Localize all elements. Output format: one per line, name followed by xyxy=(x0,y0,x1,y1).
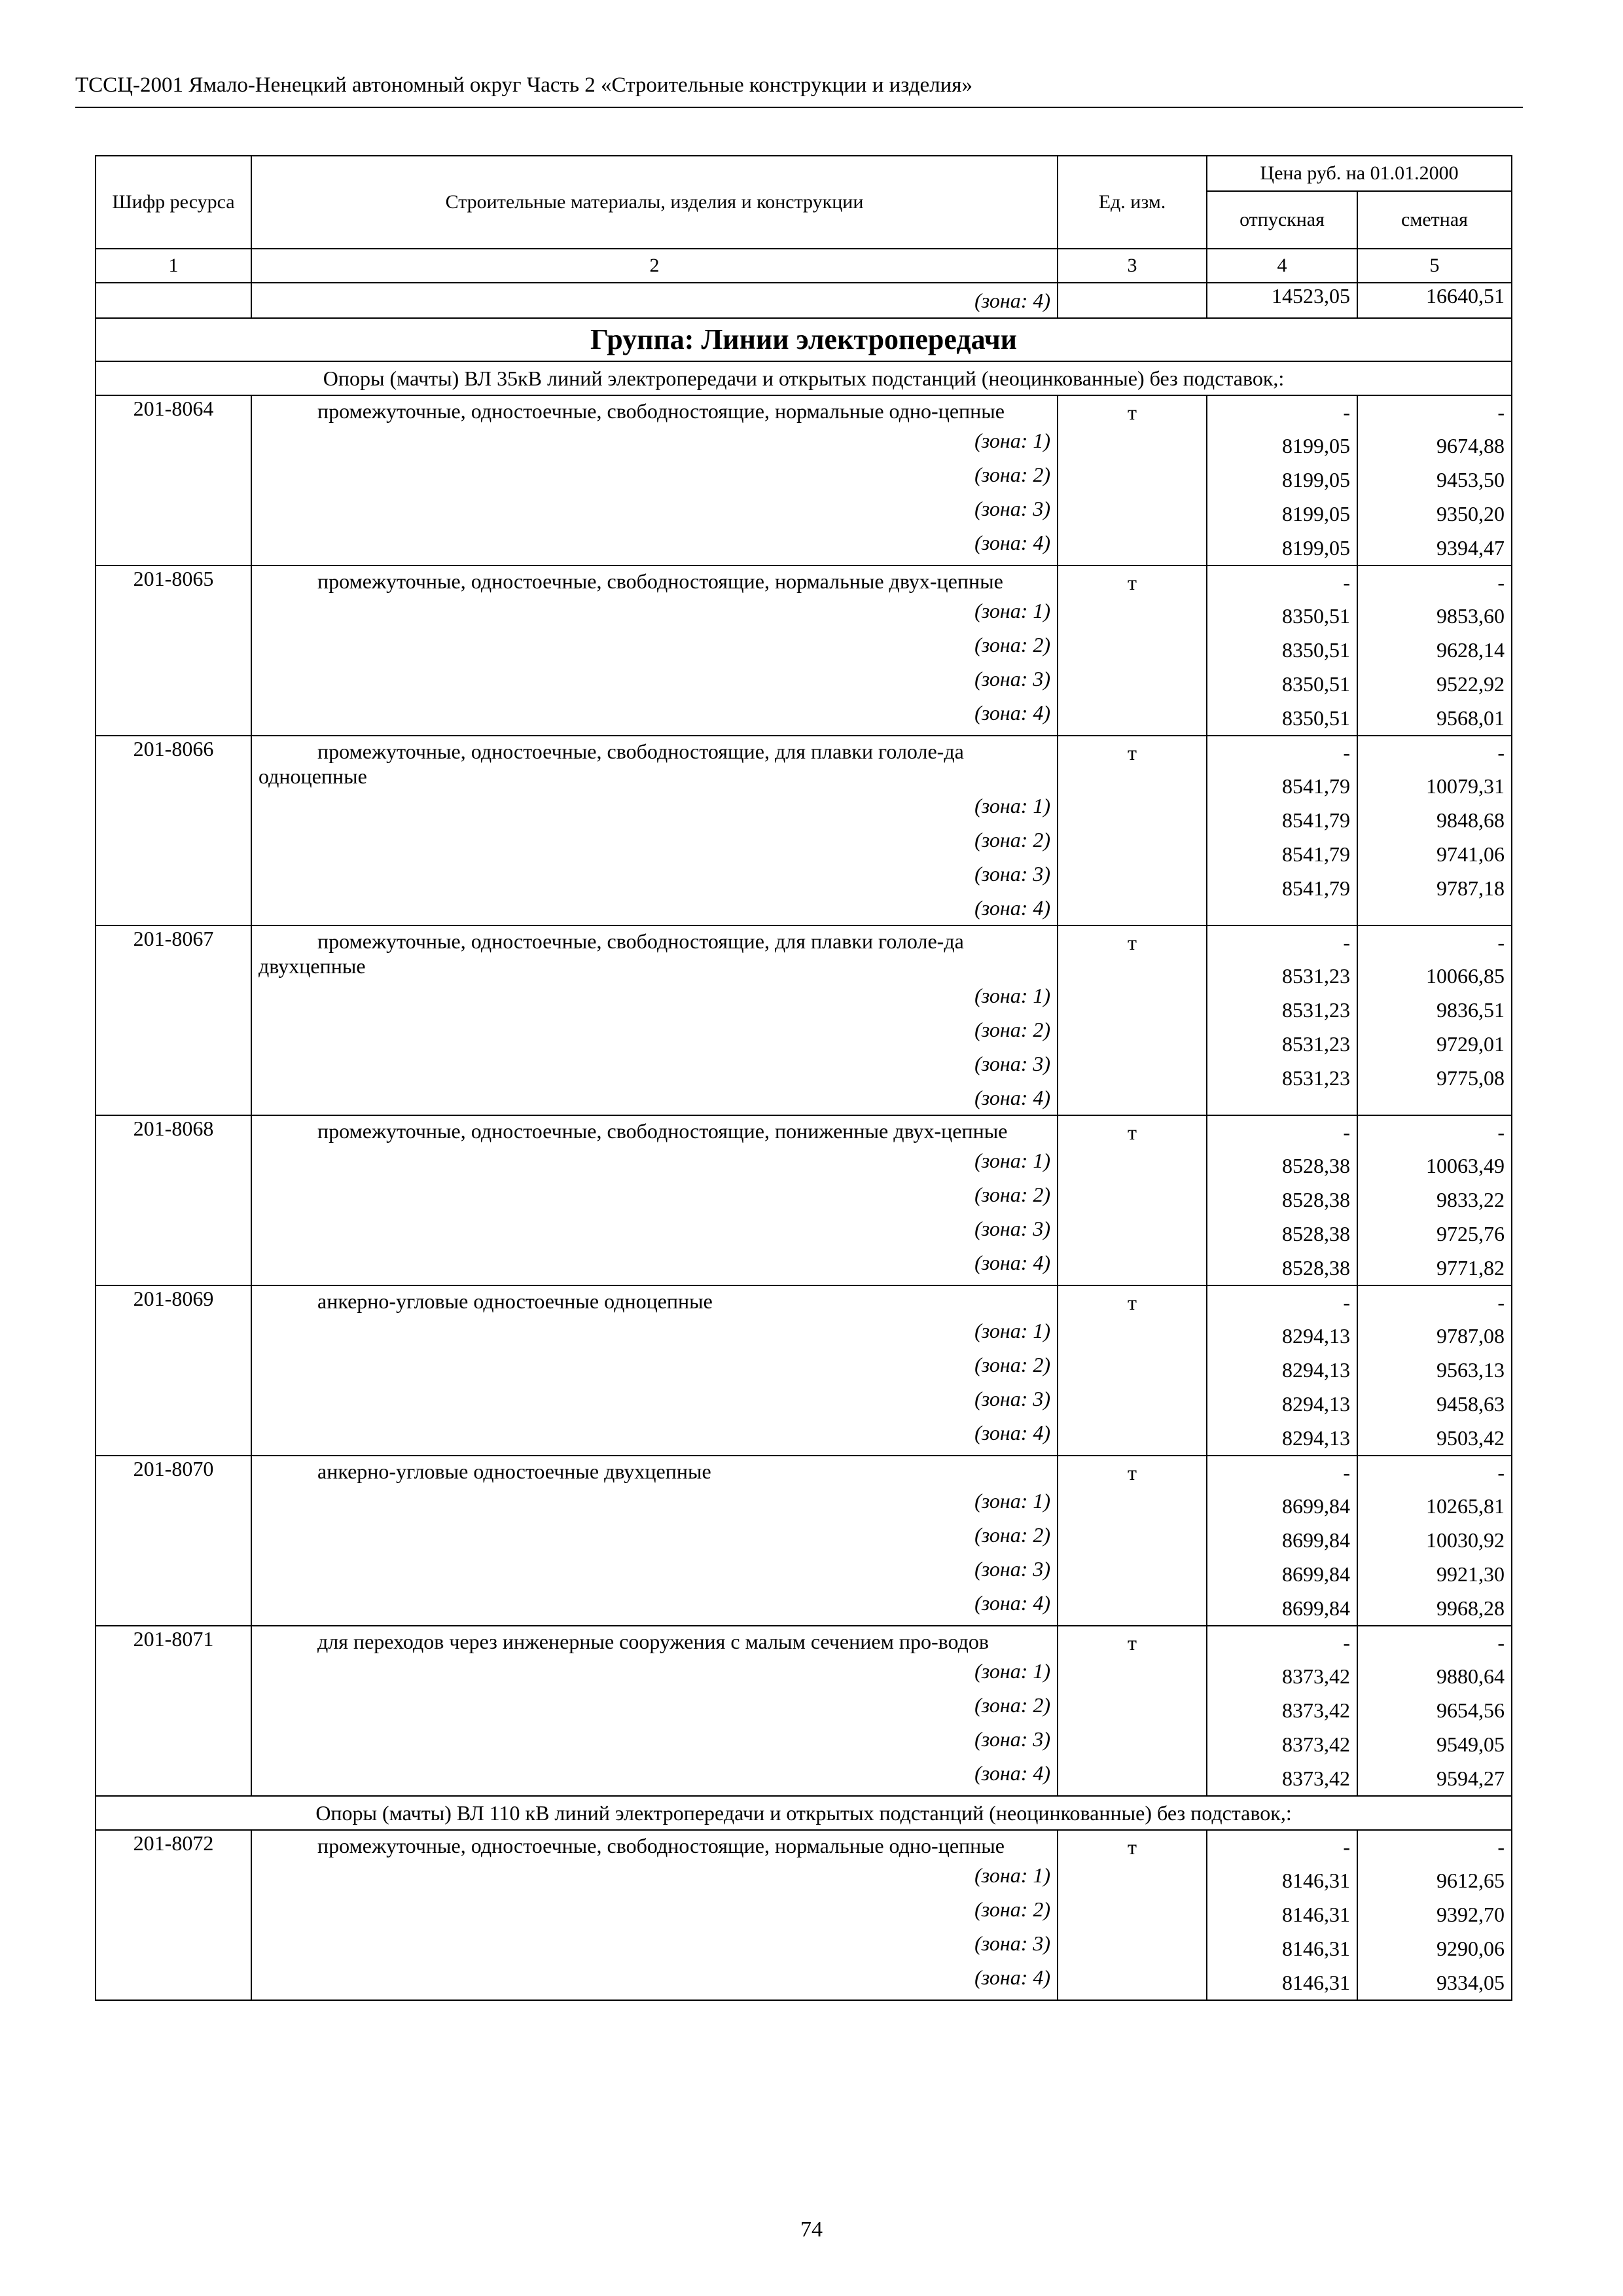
estimate-price-base: - xyxy=(1497,1461,1505,1484)
estimate-price-base: - xyxy=(1497,1631,1505,1655)
estimate-price-cell xyxy=(1357,1115,1512,1285)
estimate-price: 9833,22 xyxy=(1436,1188,1505,1211)
column-number: 1 xyxy=(96,249,251,283)
table-row xyxy=(96,1830,1512,2000)
release-price: 8531,23 xyxy=(1282,1066,1350,1090)
release-price: 8699,84 xyxy=(1282,1528,1350,1552)
resource-code: 201-8066 xyxy=(96,736,251,925)
zone-label: (зона: 1) xyxy=(974,429,1050,452)
unit-cell xyxy=(1058,565,1207,736)
resource-name-cell xyxy=(251,395,1058,565)
unit: т xyxy=(1128,1121,1137,1144)
zone-label: (зона: 1) xyxy=(974,1659,1050,1683)
estimate-price-base: - xyxy=(1497,401,1505,424)
release-price-base: - xyxy=(1343,931,1350,954)
table-row xyxy=(96,1285,1512,1456)
release-price: 8531,23 xyxy=(1282,998,1350,1022)
page-header-title: ТССЦ-2001 Ямало-Ненецкий автономный округ Часть 2 «Строительные конструкции и изделия» xyxy=(75,73,972,97)
estimate-price: 9787,18 xyxy=(1436,876,1505,900)
estimate-price-base: - xyxy=(1497,1121,1505,1144)
section-title: Опоры (мачты) ВЛ 35кВ линий электропередачи и открытых подстанций (неоцинкованные) без подставок,: xyxy=(96,361,1512,395)
release-price: 8146,31 xyxy=(1282,1903,1350,1926)
zone-label: (зона: 2) xyxy=(974,1353,1050,1376)
estimate-price: 9563,13 xyxy=(1436,1358,1505,1382)
header-code: Шифр ресурса xyxy=(96,156,251,249)
estimate-price: 9921,30 xyxy=(1436,1562,1505,1586)
page-number: 74 xyxy=(800,2217,823,2242)
zone-label: (зона: 3) xyxy=(974,1052,1050,1075)
release-price: 8541,79 xyxy=(1282,774,1350,798)
zone-label: (зона: 4) xyxy=(974,1761,1050,1785)
release-price: 8199,05 xyxy=(1282,536,1350,560)
estimate-price: 10066,85 xyxy=(1426,964,1505,988)
zone-label: (зона: 1) xyxy=(974,984,1050,1007)
zone-label: (зона: 4) xyxy=(974,1086,1050,1109)
estimate-price: 9729,01 xyxy=(1436,1032,1505,1056)
unit-cell xyxy=(1058,1456,1207,1626)
estimate-price-base: - xyxy=(1497,571,1505,594)
estimate-price: 9741,06 xyxy=(1436,842,1505,866)
zone-label: (зона: 2) xyxy=(974,828,1050,852)
column-number: 2 xyxy=(251,249,1058,283)
group-title: Группа: Линии электропередачи xyxy=(96,318,1512,361)
estimate-price: 9594,27 xyxy=(1436,1767,1505,1790)
unit-cell xyxy=(1058,395,1207,565)
unit-cell xyxy=(1058,1626,1207,1796)
estimate-price: 9612,65 xyxy=(1436,1869,1505,1892)
release-price-base: - xyxy=(1343,1291,1350,1314)
release-price: 8199,05 xyxy=(1282,468,1350,492)
estimate-price-base: - xyxy=(1497,931,1505,954)
table-row xyxy=(96,283,1512,318)
release-price: 8146,31 xyxy=(1282,1971,1350,1994)
release-price: 8294,13 xyxy=(1282,1358,1350,1382)
release-price: 8528,38 xyxy=(1282,1256,1350,1280)
zone-label: (зона: 2) xyxy=(974,1693,1050,1717)
estimate-price: 10079,31 xyxy=(1426,774,1505,798)
estimate-price: 9453,50 xyxy=(1436,468,1505,492)
resource-name: промежуточные, одностоечные, свободностоящие, для плавки гололе-да одноцепные xyxy=(259,740,964,788)
resource-name: промежуточные, одностоечные, свободностоящие, пониженные двух-цепные xyxy=(317,1119,1008,1143)
resource-name: для переходов через инженерные сооружения с малым сечением про-водов xyxy=(317,1630,989,1653)
estimate-price: 9522,92 xyxy=(1436,672,1505,696)
zone-label: (зона: 4) xyxy=(974,531,1050,554)
resource-name: промежуточные, одностоечные, свободностоящие, нормальные одно-цепные xyxy=(317,399,1005,423)
column-number: 4 xyxy=(1207,249,1357,283)
table-row xyxy=(96,565,1512,736)
zone-label: (зона: 3) xyxy=(974,1557,1050,1581)
release-price: 8528,38 xyxy=(1282,1222,1350,1246)
resource-code-cell xyxy=(96,283,251,318)
zone-label: (зона: 4) xyxy=(974,1421,1050,1444)
resource-code: 201-8065 xyxy=(96,565,251,736)
release-price: 8373,42 xyxy=(1282,1698,1350,1722)
unit-cell xyxy=(1058,1115,1207,1285)
estimate-price: 16640,51 xyxy=(1357,283,1512,318)
release-price: 8146,31 xyxy=(1282,1869,1350,1892)
resource-name: промежуточные, одностоечные, свободностоящие, нормальные одно-цепные xyxy=(317,1834,1005,1857)
resource-name: промежуточные, одностоечные, свободностоящие, нормальные двух-цепные xyxy=(317,569,1003,593)
zone-label: (зона: 3) xyxy=(974,667,1050,691)
unit: т xyxy=(1128,401,1137,424)
zone-label: (зона: 1) xyxy=(974,1149,1050,1172)
release-price: 8199,05 xyxy=(1282,434,1350,457)
estimate-price-cell xyxy=(1357,1626,1512,1796)
estimate-price: 9394,47 xyxy=(1436,536,1505,560)
header-estimate-price: сметная xyxy=(1357,191,1512,249)
section-row xyxy=(96,361,1512,395)
table-row xyxy=(96,1626,1512,1796)
zone-label: (зона: 3) xyxy=(974,497,1050,520)
estimate-price: 9290,06 xyxy=(1436,1937,1505,1960)
estimate-price: 9334,05 xyxy=(1436,1971,1505,1994)
section-row xyxy=(96,1796,1512,1830)
unit: т xyxy=(1128,571,1137,594)
zone-label: (зона: 2) xyxy=(974,633,1050,656)
resource-code: 201-8071 xyxy=(96,1626,251,1796)
resource-name: анкерно-угловые одностоечные двухцепные xyxy=(317,1460,711,1483)
release-price-cell xyxy=(1207,1285,1357,1456)
release-price: 8294,13 xyxy=(1282,1426,1350,1450)
release-price: 8528,38 xyxy=(1282,1188,1350,1211)
header-price: Цена руб. на 01.01.2000 xyxy=(1207,156,1512,191)
unit: т xyxy=(1128,1835,1137,1859)
release-price: 8528,38 xyxy=(1282,1154,1350,1177)
estimate-price-base: - xyxy=(1497,1291,1505,1314)
table-row xyxy=(96,925,1512,1115)
estimate-price: 9458,63 xyxy=(1436,1392,1505,1416)
release-price: 8541,79 xyxy=(1282,876,1350,900)
release-price: 8699,84 xyxy=(1282,1562,1350,1586)
unit: т xyxy=(1128,1291,1137,1314)
release-price: 8541,79 xyxy=(1282,842,1350,866)
estimate-price-cell xyxy=(1357,1456,1512,1626)
release-price-base: - xyxy=(1343,401,1350,424)
release-price: 8350,51 xyxy=(1282,672,1350,696)
release-price-cell xyxy=(1207,1626,1357,1796)
release-price: 8373,42 xyxy=(1282,1767,1350,1790)
estimate-price: 9568,01 xyxy=(1436,706,1505,730)
release-price-base: - xyxy=(1343,1631,1350,1655)
estimate-price: 9775,08 xyxy=(1436,1066,1505,1090)
release-price: 14523,05 xyxy=(1207,283,1357,318)
resource-name-cell xyxy=(251,1626,1058,1796)
estimate-price-cell xyxy=(1357,1830,1512,2000)
release-price: 8531,23 xyxy=(1282,1032,1350,1056)
release-price-cell xyxy=(1207,1456,1357,1626)
release-price-base: - xyxy=(1343,1461,1350,1484)
table-row xyxy=(96,1456,1512,1626)
estimate-price-cell xyxy=(1357,565,1512,736)
zone-label: (зона: 2) xyxy=(974,1183,1050,1206)
release-price-cell xyxy=(1207,736,1357,925)
resource-name-cell xyxy=(251,1456,1058,1626)
release-price: 8294,13 xyxy=(1282,1392,1350,1416)
zone-label: (зона: 3) xyxy=(974,1931,1050,1955)
release-price: 8350,51 xyxy=(1282,604,1350,628)
header-name: Строительные материалы, изделия и конструкции xyxy=(251,156,1058,249)
estimate-price: 9549,05 xyxy=(1436,1732,1505,1756)
resource-name-cell xyxy=(251,1830,1058,2000)
estimate-price: 9880,64 xyxy=(1436,1664,1505,1688)
release-price: 8146,31 xyxy=(1282,1937,1350,1960)
zone-label: (зона: 4) xyxy=(974,1591,1050,1615)
unit: т xyxy=(1128,741,1137,764)
release-price-cell xyxy=(1207,395,1357,565)
unit-cell xyxy=(1058,736,1207,925)
estimate-price: 9503,42 xyxy=(1436,1426,1505,1450)
resource-code: 201-8067 xyxy=(96,925,251,1115)
column-number: 5 xyxy=(1357,249,1512,283)
unit: т xyxy=(1128,1461,1137,1484)
unit-cell xyxy=(1058,283,1207,318)
estimate-price-cell xyxy=(1357,925,1512,1115)
release-price-cell xyxy=(1207,925,1357,1115)
zone-label: (зона: 4) xyxy=(974,896,1050,920)
estimate-price-cell xyxy=(1357,1285,1512,1456)
release-price: 8541,79 xyxy=(1282,808,1350,832)
release-price-base: - xyxy=(1343,1121,1350,1144)
resource-code: 201-8064 xyxy=(96,395,251,565)
estimate-price: 9968,28 xyxy=(1436,1596,1505,1620)
resource-code: 201-8072 xyxy=(96,1830,251,2000)
resource-name: анкерно-угловые одностоечные одноцепные xyxy=(317,1289,713,1313)
estimate-price: 9771,82 xyxy=(1436,1256,1505,1280)
release-price-cell xyxy=(1207,1830,1357,2000)
resource-name: промежуточные, одностоечные, свободностоящие, для плавки гололе-да двухцепные xyxy=(259,929,964,978)
column-number: 3 xyxy=(1058,249,1207,283)
resource-name-cell xyxy=(251,1285,1058,1456)
release-price-cell xyxy=(1207,565,1357,736)
estimate-price: 9836,51 xyxy=(1436,998,1505,1022)
resource-code: 201-8070 xyxy=(96,1456,251,1626)
estimate-price-base: - xyxy=(1497,741,1505,764)
table-body xyxy=(96,283,1512,2000)
estimate-price: 9787,08 xyxy=(1436,1324,1505,1348)
release-price: 8294,13 xyxy=(1282,1324,1350,1348)
release-price: 8531,23 xyxy=(1282,964,1350,988)
header-unit: Ед. изм. xyxy=(1058,156,1207,249)
zone-label: (зона: 1) xyxy=(974,794,1050,817)
estimate-price-cell xyxy=(1357,736,1512,925)
release-price: 8350,51 xyxy=(1282,706,1350,730)
zone-label: (зона: 2) xyxy=(974,1523,1050,1547)
release-price: 8373,42 xyxy=(1282,1732,1350,1756)
zone-label: (зона: 3) xyxy=(974,1387,1050,1410)
release-price-base: - xyxy=(1343,1835,1350,1859)
estimate-price: 9350,20 xyxy=(1436,502,1505,526)
resource-code: 201-8069 xyxy=(96,1285,251,1456)
zone-label: (зона: 3) xyxy=(974,1217,1050,1240)
estimate-price: 9725,76 xyxy=(1436,1222,1505,1246)
estimate-price: 10265,81 xyxy=(1426,1494,1505,1518)
release-price: 8373,42 xyxy=(1282,1664,1350,1688)
zone-label: (зона: 1) xyxy=(974,1863,1050,1887)
release-price-base: - xyxy=(1343,571,1350,594)
group-row xyxy=(96,318,1512,361)
zone-label: (зона: 2) xyxy=(974,463,1050,486)
unit: т xyxy=(1128,1631,1137,1655)
release-price: 8350,51 xyxy=(1282,638,1350,662)
table-row xyxy=(96,395,1512,565)
estimate-price: 9853,60 xyxy=(1436,604,1505,628)
zone-label: (зона: 1) xyxy=(974,1319,1050,1342)
header-release-price: отпускная xyxy=(1207,191,1357,249)
estimate-price: 10063,49 xyxy=(1426,1154,1505,1177)
unit-cell xyxy=(1058,1285,1207,1456)
estimate-price: 9654,56 xyxy=(1436,1698,1505,1722)
release-price: 8699,84 xyxy=(1282,1596,1350,1620)
resource-code: 201-8068 xyxy=(96,1115,251,1285)
zone-label: (зона: 4) xyxy=(974,1251,1050,1274)
zone-label: (зона: 2) xyxy=(974,1897,1050,1921)
resource-name-cell xyxy=(251,1115,1058,1285)
zone-label: (зона: 3) xyxy=(974,1727,1050,1751)
zone-label: (зона: 3) xyxy=(974,862,1050,886)
unit-cell xyxy=(1058,925,1207,1115)
estimate-price: 9392,70 xyxy=(1436,1903,1505,1926)
release-price: 8699,84 xyxy=(1282,1494,1350,1518)
estimate-price: 10030,92 xyxy=(1426,1528,1505,1552)
estimate-price-base: - xyxy=(1497,1835,1505,1859)
price-table xyxy=(95,155,1512,2001)
zone-label: (зона: 1) xyxy=(974,1489,1050,1513)
table-row xyxy=(96,1115,1512,1285)
zone-label: (зона: 1) xyxy=(974,599,1050,622)
zone-label: (зона: 4) xyxy=(251,283,1058,318)
zone-label: (зона: 2) xyxy=(974,1018,1050,1041)
table-row xyxy=(96,736,1512,925)
unit: т xyxy=(1128,931,1137,954)
resource-name-cell xyxy=(251,565,1058,736)
resource-name-cell xyxy=(251,736,1058,925)
estimate-price: 9674,88 xyxy=(1436,434,1505,457)
header-rule xyxy=(75,107,1523,108)
release-price-base: - xyxy=(1343,741,1350,764)
zone-label: (зона: 4) xyxy=(974,1965,1050,1989)
estimate-price: 9628,14 xyxy=(1436,638,1505,662)
release-price-cell xyxy=(1207,1115,1357,1285)
zone-label: (зона: 4) xyxy=(974,701,1050,725)
release-price: 8199,05 xyxy=(1282,502,1350,526)
unit-cell xyxy=(1058,1830,1207,2000)
resource-name-cell xyxy=(251,925,1058,1115)
estimate-price-cell xyxy=(1357,395,1512,565)
section-title: Опоры (мачты) ВЛ 110 кВ линий электропередачи и открытых подстанций (неоцинкованные) без подставок,: xyxy=(96,1796,1512,1830)
estimate-price: 9848,68 xyxy=(1436,808,1505,832)
